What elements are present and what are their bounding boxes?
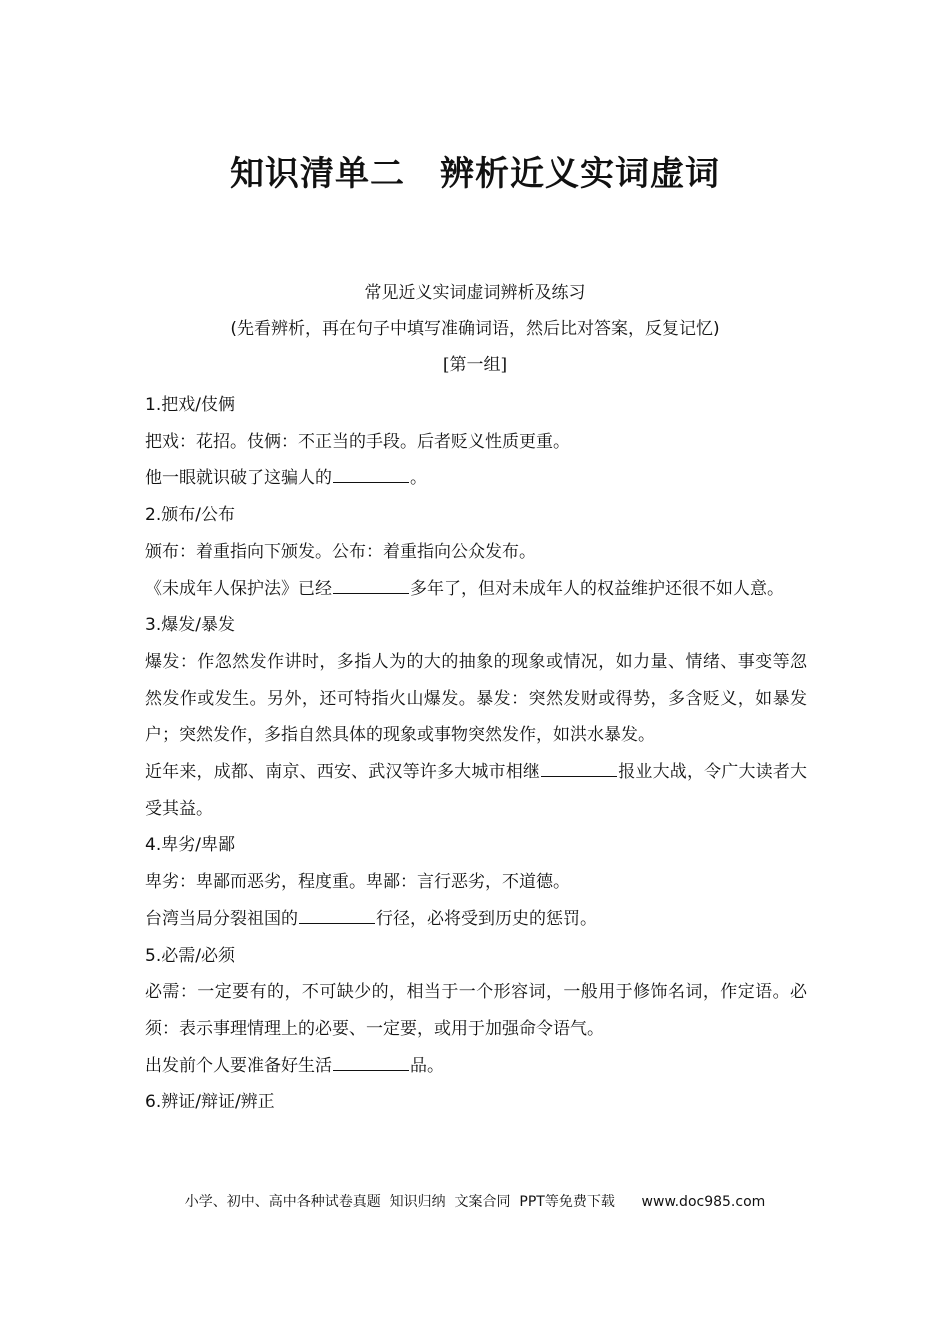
item-heading: 2.颁布/公布 <box>145 505 235 526</box>
sentence-before: 他一眼就识破了这骗人的 <box>145 468 332 489</box>
practice-sentence <box>145 754 807 827</box>
practice-sentence <box>145 1048 807 1085</box>
practice-sentence <box>145 901 807 938</box>
sentence-after: 。 <box>410 468 427 489</box>
sentence-before: 近年来，成都、南京、西安、武汉等许多大城市相继 <box>145 762 541 783</box>
subtitle: 常见近义实词虚词辨析及练习 <box>364 283 586 303</box>
fill-blank[interactable] <box>333 468 409 483</box>
sentence-before: 台湾当局分裂祖国的 <box>145 908 298 929</box>
sentence-before: 《未成年人保护法》已经 <box>145 578 332 599</box>
sentence-after: 多年了，但对未成年人的权益维护还很不如人意。 <box>410 578 784 599</box>
item-explanation: 把戏：花招。伎俩：不正当的手段。后者贬义性质更重。 <box>145 431 570 452</box>
item-heading: 3.爆发/暴发 <box>145 615 235 636</box>
item-explanation: 颁布：着重指向下颁发。公布：着重指向公众发布。 <box>145 541 536 562</box>
item-explanation: 卑劣：卑鄙而恶劣，程度重。卑鄙：言行恶劣，不道德。 <box>145 872 570 893</box>
page-title: 知识清单二 辨析近义实词虚词 <box>230 154 720 194</box>
fill-blank[interactable] <box>299 909 375 924</box>
page-footer: 小学、初中、高中各种试卷真题 知识归纳 文案合同 PPT等免费下载 www.doc985.com <box>184 1194 766 1210</box>
practice-sentence <box>145 571 807 608</box>
content-body <box>145 387 807 1121</box>
item-heading: 6.辨证/辩证/辨正 <box>145 1092 275 1113</box>
fill-blank[interactable] <box>333 579 409 594</box>
sentence-after: 行径，必将受到历史的惩罚。 <box>376 908 597 929</box>
item-explanation: 必需：一定要有的，不可缺少的，相当于一个形容词，一般用于修饰名词，作定语。必须：表示事理情理上的必要、一定要，或用于加强命令语气。 <box>145 982 807 1039</box>
item-heading: 1.把戏/伎俩 <box>145 395 235 415</box>
fill-blank[interactable] <box>333 1056 409 1071</box>
sentence-before: 出发前个人要准备好生活 <box>145 1055 332 1076</box>
instruction-hint: (先看辨析，再在句子中填写准确词语，然后比对答案，反复记忆) <box>230 319 720 339</box>
practice-sentence <box>145 460 807 497</box>
sentence-after: 品。 <box>410 1055 444 1076</box>
group-label: [第一组] <box>442 355 508 375</box>
item-heading: 4.卑劣/卑鄙 <box>145 835 235 856</box>
fill-blank[interactable] <box>541 762 617 777</box>
item-heading: 5.必需/必须 <box>145 945 235 966</box>
sentence-after: 报业大战，令广大读者大受其益。 <box>145 762 808 819</box>
item-explanation: 爆发：作忽然发作讲时，多指人为的大的抽象的现象或情况，如力量、情绪、事变等忽然发作或发生。另外，还可特指火山爆发。暴发：突然发财或得势，多含贬义，如暴发户；突然发作，多指自然具体的现象或事物突然发作，如洪水暴发。 <box>145 651 807 746</box>
